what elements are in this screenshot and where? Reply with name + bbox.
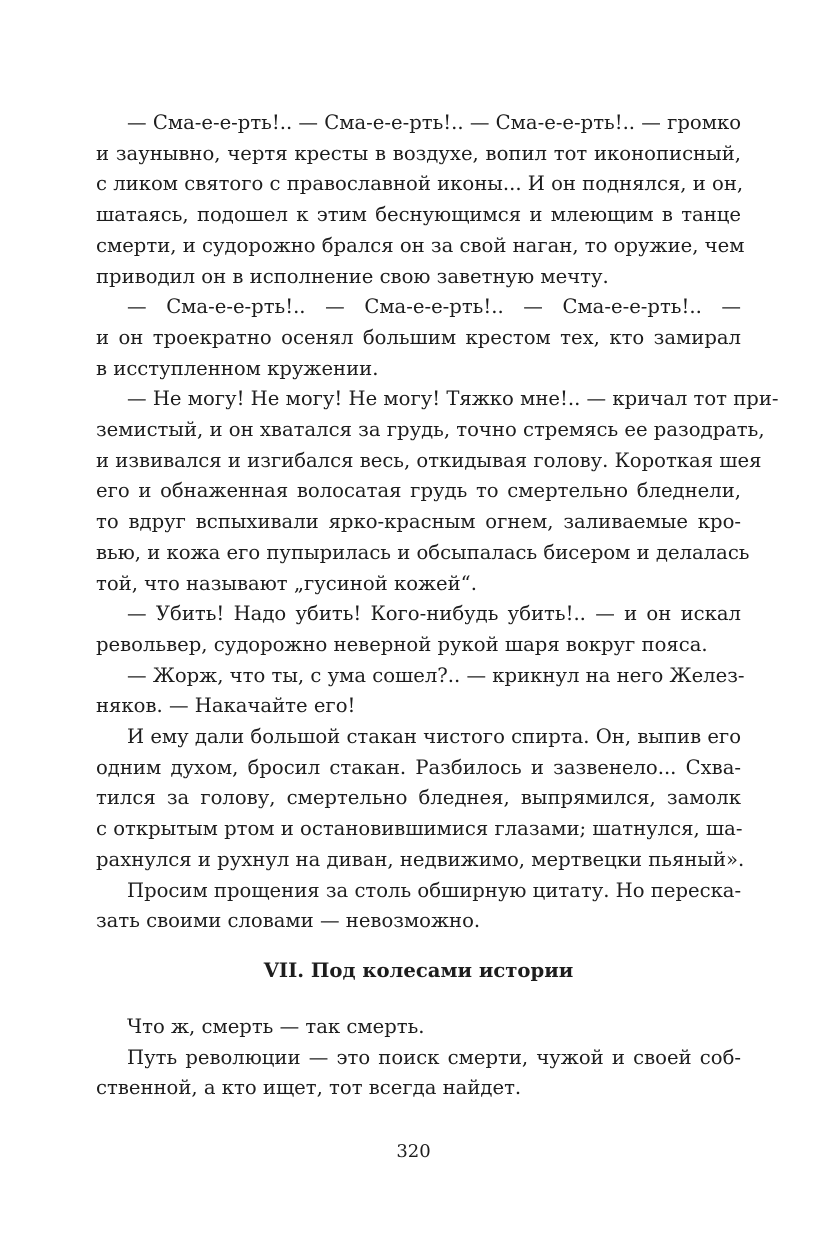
text-line: револьвер, судорожно неверной рукой шаря вокруг пояса. bbox=[96, 632, 708, 656]
text-line: — Убить! Надо убить! Кого-нибудь убить!.. — и он искал bbox=[127, 602, 741, 626]
text-line: земистый, и он хватался за грудь, точно стремясь ее разодрать, bbox=[96, 418, 765, 442]
paragraph bbox=[96, 108, 745, 292]
text-line: смерти, и судорожно брался он за свой наган, то оружие, чем bbox=[96, 233, 745, 257]
text-line: няков. — Накачайте его! bbox=[96, 694, 356, 718]
text-line: одним духом, бросил стакан. Разбилось и зазвенело... Схва- bbox=[96, 755, 741, 779]
section-body-text bbox=[96, 1012, 741, 1104]
text-line: — Не могу! Не могу! Не могу! Тяжко мне!.. — кричал тот при- bbox=[127, 387, 779, 411]
text-line: и он троекратно осенял большим крестом тех, кто замирал bbox=[96, 325, 741, 349]
text-line: его и обнаженная волосатая грудь то смертельно бледнели, bbox=[96, 479, 741, 503]
paragraph bbox=[96, 384, 779, 599]
text-line: Что ж, смерть — так смерть. bbox=[127, 1015, 425, 1038]
paragraph bbox=[96, 599, 741, 660]
text-line: и извивался и изгибался весь, откидывая голову. Короткая шея bbox=[96, 448, 762, 472]
text-line: то вдруг вспыхивали ярко-красным огнем, заливаемые кро- bbox=[96, 510, 741, 534]
text-line: ственной, а кто ищет, тот всегда найдет. bbox=[96, 1076, 522, 1100]
text-line: с открытым ртом и остановившимися глазами; шатнулся, ша- bbox=[96, 817, 743, 841]
text-line: с ликом святого с православной иконы... И он поднялся, и он, bbox=[96, 172, 744, 196]
text-line: шатаясь, подошел к этим беснующимся и млеющим в танце bbox=[96, 203, 741, 227]
text-line: И ему дали большой стакан чистого спирта. Он, выпив его bbox=[127, 725, 741, 749]
paragraph bbox=[96, 292, 741, 384]
text-line: тился за голову, смертельно бледнея, выпрямился, замолк bbox=[96, 786, 741, 810]
text-line: вью, и кожа его пупырилась и обсыпалась бисером и делалась bbox=[96, 540, 750, 564]
section-heading: VII. Под колесами истории bbox=[263, 959, 574, 982]
text-line: Путь революции — это поиск смерти, чужой и своей соб- bbox=[127, 1045, 741, 1069]
text-line: Просим прощения за столь обширную цитату. Но переска- bbox=[127, 878, 742, 902]
text-line: приводил он в исполнение свою заветную мечту. bbox=[96, 264, 609, 288]
text-line: в исступленном кружении. bbox=[96, 356, 379, 380]
paragraph bbox=[96, 1043, 741, 1104]
text-line: рахнулся и рухнул на диван, недвижимо, мертвецки пьяный». bbox=[96, 847, 745, 871]
paragraph bbox=[96, 661, 745, 722]
text-line: — Жорж, что ты, с ума сошел?.. — крикнул на него Желез- bbox=[127, 663, 745, 687]
body-text bbox=[96, 108, 779, 937]
text-line: — Сма-е-е-рть!.. — Сма-е-е-рть!.. — Сма-е-е-рть!.. — громко bbox=[127, 111, 741, 134]
text-line: и заунывно, чертя кресты в воздухе, вопил тот иконописный, bbox=[96, 141, 741, 165]
text-line: той, что называют „гусиной кожей“. bbox=[96, 571, 477, 595]
paragraph bbox=[96, 876, 741, 937]
paragraph bbox=[96, 1012, 741, 1043]
paragraph bbox=[96, 722, 745, 876]
text-line: — Сма-е-е-рть!.. — Сма-е-е-рть!.. — Сма-е-е-рть!.. — bbox=[127, 295, 741, 319]
page-number: 320 bbox=[396, 1141, 431, 1162]
text-line: зать своими словами — невозможно. bbox=[96, 909, 481, 933]
